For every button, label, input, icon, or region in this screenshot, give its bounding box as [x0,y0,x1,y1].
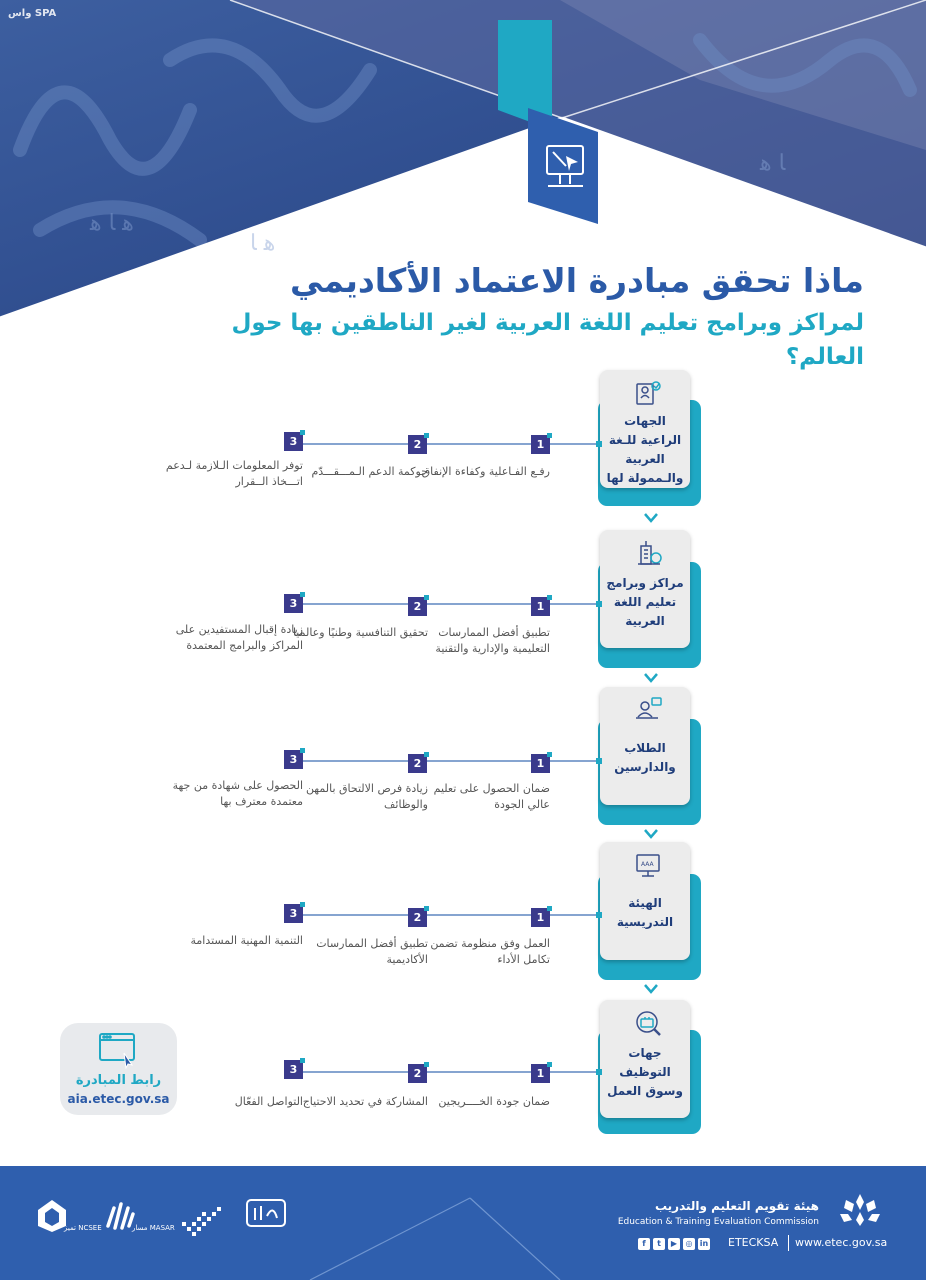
social-handle: ETECKSA [728,1236,779,1249]
stakeholder-title: الجهات الراعية للـغة العربية والـممولة لها [606,414,684,485]
initiative-link-box[interactable] [60,1023,177,1115]
briefcase-search-icon [633,1008,663,1038]
stakeholder-title: جهات التوظيف وسوق العمل [607,1046,683,1098]
benefit-text: حوكمة الدعم الـمـــقـــدّم [311,465,428,478]
benefit-text: زيادة فرص الالتحاق بالمهن والوظائف [305,782,428,811]
stakeholder-row-students [0,687,926,847]
benefit-text: ضمان جودة الخــــريجين [438,1095,550,1108]
student-desk-icon [633,695,663,725]
benefit-text: العمل وفق منظومة تضمن تكامل الأداء [430,937,550,966]
twitter-icon[interactable]: t [653,1238,665,1250]
stakeholder-title: الهيئة التدريسية [616,896,674,929]
benefit-number-badge: 1 [531,1064,550,1083]
instagram-icon[interactable]: ◎ [683,1238,695,1250]
benefit-text: تطبيق أفضل الممارسات الأكاديمية [316,937,428,966]
org-name-english: Education & Training Evaluation Commission [617,1217,819,1227]
etec-logo [834,1192,886,1228]
connector-dot [596,1069,602,1075]
benefit-text: تحقيق التنافسية وطنيًا وعالميا [292,626,428,639]
benefit-text: رفـع الفـاعلية وكفاءة الإنفاق [421,465,550,478]
connector-dot [596,758,602,764]
benefit-number-badge: 2 [408,908,427,927]
benefit-text: التنمية المهنية المستدامة [190,934,303,947]
svg-text:AAA: AAA [641,861,654,868]
website-link[interactable]: www.etec.gov.sa [795,1236,888,1249]
youtube-icon[interactable]: ▶ [668,1238,680,1250]
stakeholder-title: مراكز وبرامج تعليم اللغة العربية [606,576,684,628]
benefit-text: ضمان الحصول على تعليم عالي الجودة [433,782,550,811]
benefit-number-badge: 3 [284,1060,303,1079]
social-icons [638,1238,710,1251]
benefit-number-badge: 2 [408,435,427,454]
browser-click-icon [98,1031,140,1069]
svg-text:ﻫ ﺎ ﻫ: ﻫ ﺎ ﻫ [90,211,134,236]
benefit-text: توفر المعلومات الـلازمة لـدعم اتـــخاذ الــقرار [165,459,303,488]
page-title: ماذا تحقق مبادرة الاعتماد الأكاديمي [289,261,864,300]
qiyas-logo [245,1196,287,1230]
initiative-link-url[interactable]: aia.etec.gov.sa [67,1092,170,1106]
initiative-link-label: رابط المبادرة [75,1073,162,1088]
building-icon [633,538,663,568]
stakeholder-row-centers [0,530,926,690]
page-subtitle: لمراكز وبرامج تعليم اللغة العربية لغير الناطقين بها حول العالم؟ [231,310,864,370]
benefit-text: المشاركة في تحديد الاحتياج [302,1095,428,1108]
masar-label: مسار MASAR [132,1224,175,1232]
stakeholder-card [600,1000,690,1118]
monitor-icon [633,850,663,880]
etimad-logo [176,1196,226,1240]
connector-dot [596,601,602,607]
benefit-text: زيادة إقبال المستفيدين على المراكز والبرامج المعتمدة [175,623,303,652]
benefit-text: تطبيق أفضل الممارسات التعليمية والإدارية والتقنية [435,626,550,655]
benefit-number-badge: 1 [531,754,550,773]
benefit-number-badge: 3 [284,904,303,923]
benefit-number-badge: 1 [531,435,550,454]
footer [0,1166,926,1280]
tamayuz-label: تميز NCSEE [64,1224,102,1232]
stakeholder-card [600,687,690,805]
stakeholder-card [600,370,690,488]
linkedin-icon[interactable]: in [699,1239,709,1248]
chevron-down-icon [643,512,659,524]
benefit-number-badge: 1 [531,908,550,927]
svg-text:ﻫ ﺎ: ﻫ ﺎ [250,231,276,256]
benefit-number-badge: 1 [531,597,550,616]
chevron-down-icon [643,983,659,995]
chevron-down-icon [643,828,659,840]
benefit-text: التواصل الفعّال [234,1095,303,1108]
person-checklist-icon [633,378,663,408]
svg-text:ﺎ ﻫ: ﺎ ﻫ [760,151,786,176]
benefit-number-badge: 2 [408,597,427,616]
chevron-down-icon [643,672,659,684]
benefit-number-badge: 3 [284,594,303,613]
benefit-number-badge: 3 [284,432,303,451]
stakeholder-title: الطلاب والدارسين [614,741,676,774]
benefit-number-badge: 2 [408,754,427,773]
stakeholder-card [600,842,690,960]
benefit-number-badge: 3 [284,750,303,769]
connector-dot [596,912,602,918]
stakeholder-row-sponsors [0,370,926,530]
benefit-text: الحصول على شهادة من جهة معتمدة معترف بها [172,779,303,808]
connector-dot [596,441,602,447]
stakeholder-row-faculty [0,842,926,1002]
footer-divider [788,1235,789,1251]
facebook-icon[interactable]: f [638,1238,650,1250]
benefit-number-badge: 2 [408,1064,427,1083]
stakeholder-card [600,530,690,648]
org-name-arabic: هيئة تقويم التعليم والتدريب [654,1199,819,1213]
spa-mark: واس SPA [8,8,57,19]
